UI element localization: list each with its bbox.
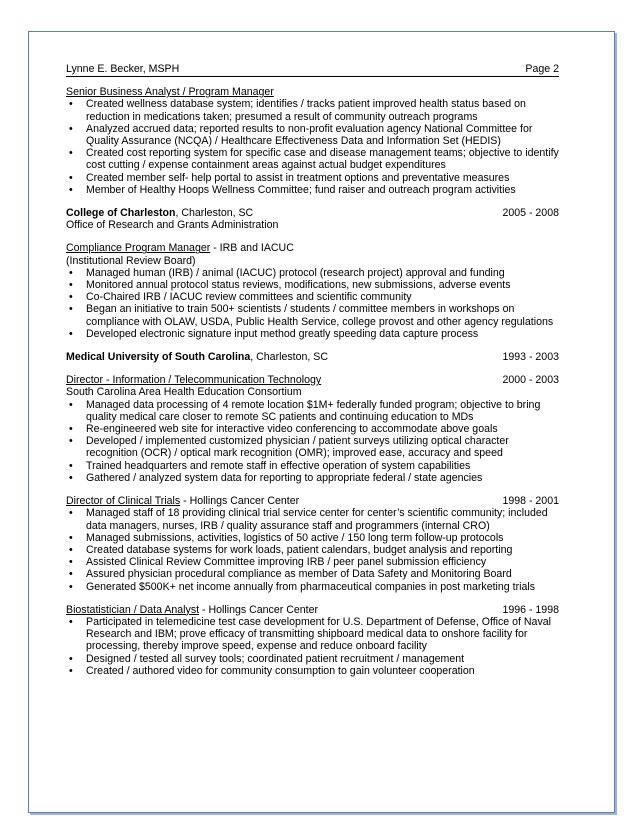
list-item: • Managed human (IRB) / animal (IACUC) protocol (research project) approval and funding bbox=[66, 267, 559, 279]
candidate-name: Lynne E. Becker, MSPH bbox=[66, 63, 180, 75]
bullet-list bbox=[66, 399, 559, 484]
role-title-suffix: - Hollings Cancer Center bbox=[180, 495, 300, 508]
role-subtitle: (Institutional Review Board) bbox=[66, 254, 196, 267]
page-number: Page 2 bbox=[525, 63, 559, 75]
page-header bbox=[66, 63, 559, 77]
resume-page bbox=[66, 63, 559, 677]
role-title-suffix: - IRB and IACUC bbox=[210, 242, 294, 255]
bullet-list bbox=[66, 507, 559, 592]
date-range: 1993 - 2003 bbox=[502, 351, 559, 364]
bullet-list bbox=[66, 267, 559, 340]
employer-college-of-charleston bbox=[66, 207, 559, 231]
bullet-list bbox=[66, 616, 559, 677]
list-item: • Created cost reporting system for specific case and disease management teams; objective to identify cost cutting / expense containment areas against actual budget expenditures bbox=[66, 147, 559, 171]
section-senior-analyst bbox=[66, 86, 559, 196]
list-item: • Managed staff of 18 providing clinical trial service center for center’s scientific community; included data managers, nurses, IRB / quality assurance staff and programmers (internal CRO) bbox=[66, 507, 559, 531]
role-title-suffix: - Hollings Cancer Center bbox=[199, 603, 319, 616]
role-title: Biostatistician / Data Analyst bbox=[66, 603, 200, 616]
section-clinical-trials bbox=[66, 495, 559, 593]
list-item: • Gathered / analyzed system data for reporting to appropriate federal / state agencies bbox=[66, 472, 559, 484]
role-subtitle: South Carolina Area Health Education Consortium bbox=[66, 386, 302, 399]
list-item: • Generated $500K+ net income annually from pharmaceutical companies in post marketing trials bbox=[66, 581, 559, 593]
list-item: • Assisted Clinical Review Committee improving IRB / peer panel submission efficiency bbox=[66, 556, 559, 568]
date-range: 2005 - 2008 bbox=[502, 207, 559, 220]
list-item: • Re-engineered web site for interactive video conferencing to accommodate above goals bbox=[66, 423, 559, 435]
role-title: Senior Business Analyst / Program Manager bbox=[66, 86, 274, 99]
list-item: • Co-Chaired IRB / IACUC review committees and scientific community bbox=[66, 291, 559, 303]
employer-name: Medical University of South Carolina bbox=[66, 351, 251, 364]
list-item: • Developed / implemented customized physician / patient surveys utilizing optical character recognition (OCR) / optical mark recognition (OMR); improved ease, accuracy and speed bbox=[66, 435, 559, 459]
section-compliance-manager bbox=[66, 242, 559, 340]
list-item: • Created wellness database system; identifies / tracks patient improved health status based on reduction in medications taken; presumed a result of community outreach programs bbox=[66, 98, 559, 122]
list-item: • Designed / tested all survey tools; coordinated patient recruitment / management bbox=[66, 653, 559, 665]
list-item: • Created / authored video for community consumption to gain volunteer cooperation bbox=[66, 665, 559, 677]
list-item: • Member of Healthy Hoops Wellness Committee; fund raiser and outreach program activities bbox=[66, 184, 559, 196]
list-item: • Participated in telemedicine test case development for U.S. Department of Defense, Office of Naval Research and IBM; prove efficacy of transmitting shipboard medical data to onshore facility for processing, thereby improve speed, expense and reduce onboard facility bbox=[66, 616, 559, 653]
bullet-list bbox=[66, 98, 559, 196]
role-title: Director - Information / Telecommunication Technology bbox=[66, 374, 322, 387]
list-item: • Managed submissions, activities, logistics of 50 active / 150 long term follow-up protocols bbox=[66, 532, 559, 544]
list-item: • Monitored annual protocol status reviews, modifications, new submissions, adverse events bbox=[66, 279, 559, 291]
role-title: Director of Clinical Trials bbox=[66, 495, 181, 508]
section-biostatistician bbox=[66, 604, 559, 677]
date-range: 1996 - 1998 bbox=[502, 603, 559, 616]
employer-location: , Charleston, SC bbox=[250, 351, 328, 364]
employer-musc bbox=[66, 351, 559, 363]
list-item: • Began an initiative to train 500+ scientists / students / committee members in workshops on compliance with OLAW, USDA, Public Health Service, college provost and other agency regulations bbox=[66, 303, 559, 327]
employer-location: , Charleston, SC bbox=[175, 207, 254, 220]
employer-name: College of Charleston bbox=[66, 207, 176, 220]
list-item: • Managed data processing of 4 remote location $1M+ federally funded program; objective to bring quality medical care closer to remote SC patients and continuing education to MDs bbox=[66, 399, 559, 423]
list-item: • Assured physician procedural compliance as member of Data Safety and Monitoring Board bbox=[66, 568, 559, 580]
list-item: • Created member self- help portal to assist in treatment options and preventative measures bbox=[66, 172, 559, 184]
list-item: • Analyzed accrued data; reported results to non-profit evaluation agency National Committee for Quality Assurance (NCQA) / Healthcare Effectiveness Data and Information Set (HEDIS) bbox=[66, 123, 559, 147]
section-director-it bbox=[66, 374, 559, 484]
role-title: Compliance Program Manager bbox=[66, 242, 211, 255]
list-item: • Developed electronic signature input method greatly speeding data capture process bbox=[66, 328, 559, 340]
department: Office of Research and Grants Administration bbox=[66, 219, 279, 232]
date-range: 2000 - 2003 bbox=[502, 374, 559, 387]
list-item: • Trained headquarters and remote staff in effective operation of system capabilities bbox=[66, 460, 559, 472]
list-item: • Created database systems for work loads, patient calendars, budget analysis and reporting bbox=[66, 544, 559, 556]
date-range: 1998 - 2001 bbox=[502, 495, 559, 508]
